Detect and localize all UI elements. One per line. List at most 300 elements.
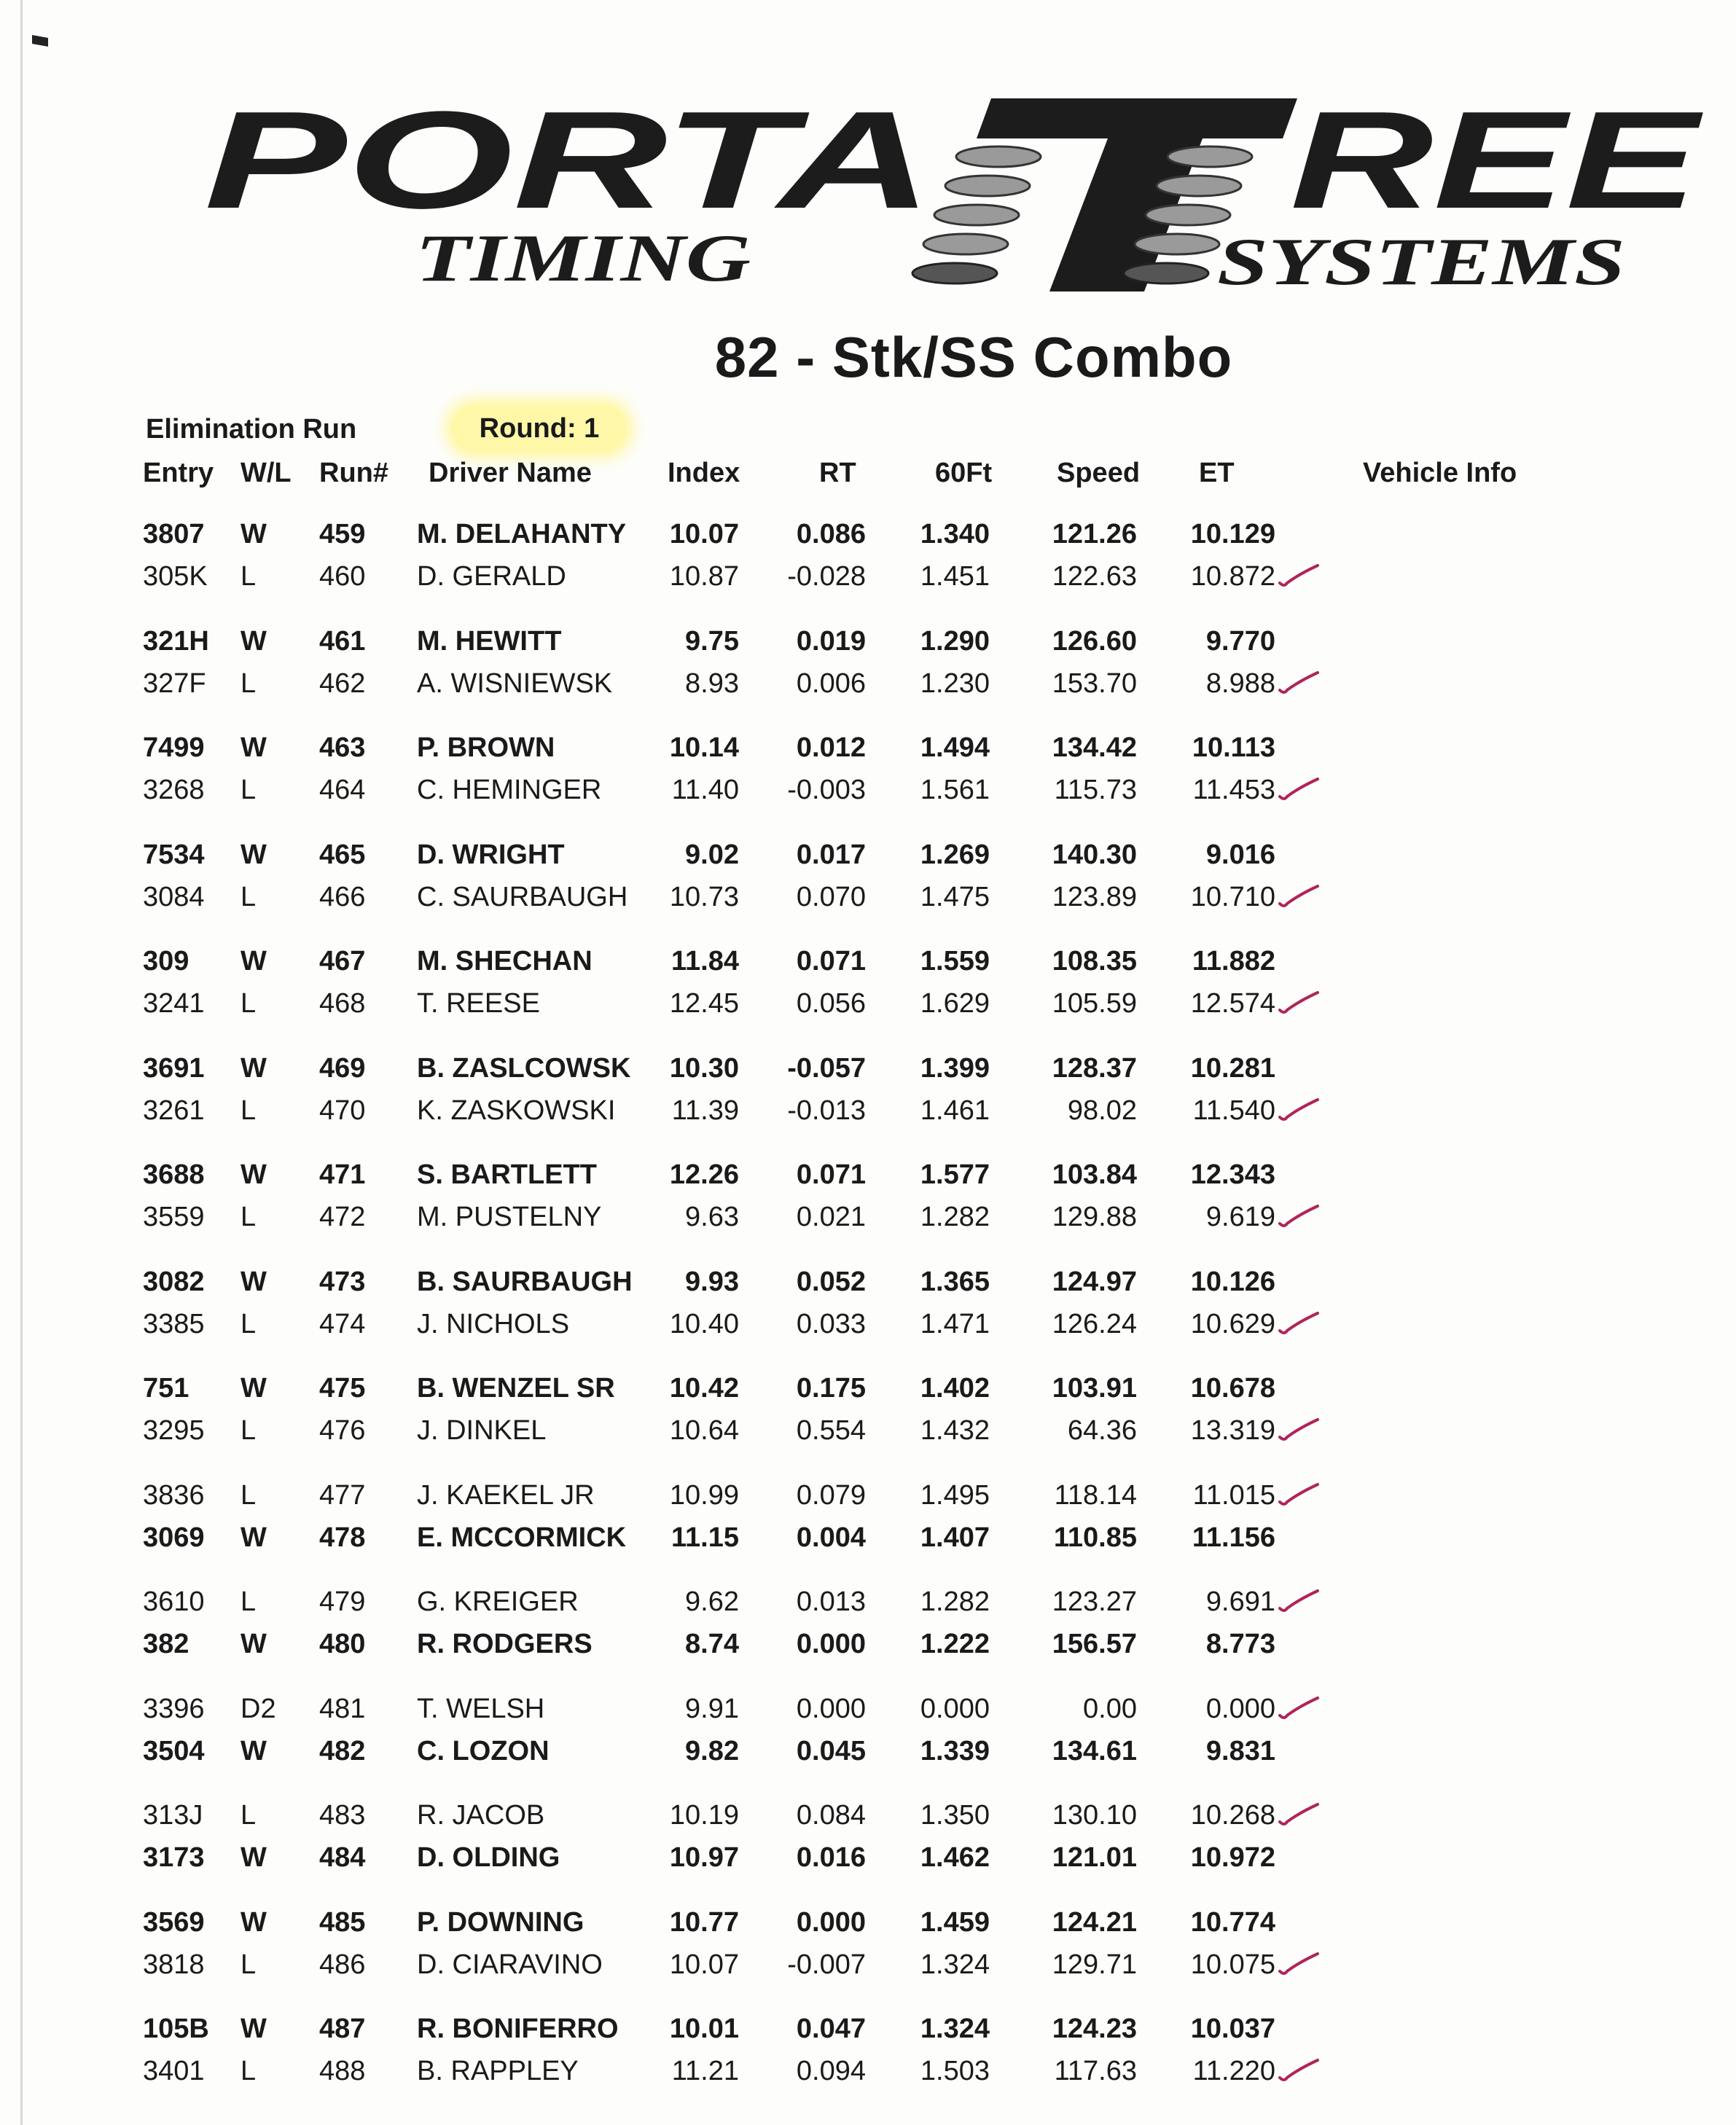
wl-cell: W (241, 1373, 267, 1404)
sixty-ft-cell: 1.230 (920, 668, 990, 699)
wl-cell: D2 (241, 1693, 276, 1724)
rt-cell: 0.000 (796, 1693, 866, 1724)
driver-name-cell: R. RODGERS (417, 1629, 593, 1659)
run-type-label: Elimination Run (146, 414, 357, 445)
rt-cell: 0.016 (796, 1842, 866, 1873)
run-cell: 480 (319, 1629, 366, 1659)
driver-name-cell: B. WENZEL SR (417, 1373, 615, 1404)
rt-cell: 0.017 (796, 839, 866, 870)
run-cell: 471 (319, 1159, 366, 1190)
rt-cell: 0.071 (796, 1159, 866, 1190)
rt-cell: -0.013 (787, 1095, 866, 1126)
header-index: Index (668, 458, 740, 488)
driver-name-cell: J. KAEKEL JR (417, 1479, 595, 1511)
rt-cell: 0.021 (796, 1202, 866, 1232)
index-cell: 10.64 (669, 1415, 739, 1446)
index-cell: 11.40 (671, 775, 739, 805)
table-row (0, 668, 1736, 711)
logo-text-porta: PORTA (204, 87, 933, 238)
driver-name-cell: C. LOZON (417, 1735, 550, 1766)
speed-cell: 105.59 (1052, 988, 1137, 1019)
run-cell: 475 (319, 1373, 366, 1404)
index-cell: 11.21 (671, 2056, 739, 2086)
sixty-ft-cell: 1.407 (920, 1522, 990, 1553)
wl-cell: W (241, 1266, 267, 1297)
table-row (0, 988, 1736, 1030)
index-cell: 10.40 (669, 1308, 739, 1339)
speed-cell: 134.61 (1052, 1735, 1137, 1766)
entry-cell: 3610 (143, 1586, 205, 1617)
table-row (0, 1267, 1736, 1309)
wl-cell: W (241, 1159, 267, 1190)
table-row (0, 1694, 1736, 1736)
sixty-ft-cell: 1.503 (920, 2056, 990, 2086)
sixty-ft-cell: 1.350 (920, 1800, 990, 1831)
run-cell: 487 (319, 2014, 366, 2044)
et-cell: 9.691 (1205, 1586, 1275, 1617)
index-cell: 10.42 (669, 1373, 739, 1404)
wl-cell: L (241, 1095, 257, 1126)
run-cell: 460 (319, 561, 366, 592)
index-cell: 9.75 (685, 625, 739, 657)
wl-cell: L (241, 988, 257, 1019)
index-cell: 10.19 (669, 1800, 739, 1831)
rt-cell: 0.052 (796, 1266, 866, 1297)
rt-cell: -0.003 (787, 775, 866, 805)
speed-cell: 117.63 (1054, 2056, 1137, 2086)
table-row (0, 1202, 1736, 1244)
table-row (0, 626, 1736, 668)
et-cell: 9.770 (1205, 625, 1275, 657)
run-cell: 482 (319, 1735, 366, 1766)
driver-name-cell: R. BONIFERRO (417, 2014, 619, 2044)
rt-cell: 0.094 (796, 2056, 866, 2086)
entry-cell: 7499 (143, 732, 205, 763)
header-rt: RT (819, 458, 856, 488)
check-mark-icon (1277, 1949, 1321, 1979)
wl-cell: L (241, 1479, 257, 1511)
race-pair (0, 2014, 1736, 2099)
wl-cell: W (241, 732, 267, 763)
et-cell: 11.156 (1192, 1522, 1275, 1553)
index-cell: 12.45 (669, 988, 739, 1019)
rt-cell: 0.084 (796, 1800, 866, 1831)
index-cell: 11.15 (671, 1522, 739, 1553)
wl-cell: W (241, 1052, 267, 1084)
race-pair (0, 1586, 1736, 1672)
driver-name-cell: B. SAURBAUGH (417, 1266, 633, 1297)
table-row (0, 1800, 1736, 1842)
rt-cell: 0.554 (796, 1415, 866, 1446)
driver-name-cell: D. OLDING (417, 1842, 560, 1873)
et-cell: 9.016 (1205, 839, 1275, 870)
run-cell: 483 (319, 1800, 366, 1831)
driver-name-cell: C. HEMINGER (417, 775, 602, 805)
speed-cell: 126.60 (1052, 625, 1137, 657)
speed-cell: 118.14 (1054, 1479, 1137, 1511)
entry-cell: 3688 (143, 1159, 205, 1190)
et-cell: 10.678 (1190, 1373, 1275, 1404)
table-row (0, 1842, 1736, 1885)
index-cell: 10.97 (669, 1842, 739, 1873)
et-cell: 9.831 (1205, 1735, 1275, 1766)
sixty-ft-cell: 1.340 (920, 519, 990, 549)
wl-cell: W (241, 1522, 267, 1553)
index-cell: 10.07 (669, 519, 739, 549)
speed-cell: 108.35 (1052, 946, 1137, 977)
entry-cell: 3241 (143, 988, 205, 1019)
speed-cell: 121.01 (1052, 1842, 1137, 1873)
speed-cell: 103.84 (1052, 1159, 1137, 1190)
run-cell: 488 (319, 2056, 366, 2086)
wl-cell: L (241, 668, 257, 699)
et-cell: 10.037 (1190, 2014, 1275, 2044)
race-pair (0, 626, 1736, 712)
table-row (0, 1095, 1736, 1138)
index-cell: 9.91 (685, 1693, 739, 1724)
speed-cell: 98.02 (1067, 1095, 1137, 1126)
sixty-ft-cell: 1.475 (920, 881, 990, 912)
sixty-ft-cell: 1.290 (920, 625, 990, 657)
sixty-ft-cell: 1.269 (920, 839, 990, 870)
run-cell: 472 (319, 1202, 366, 1232)
driver-name-cell: M. SHECHAN (417, 946, 593, 977)
sixty-ft-cell: 1.339 (920, 1735, 990, 1766)
et-cell: 8.773 (1205, 1629, 1275, 1659)
sixty-ft-cell: 1.461 (920, 1095, 990, 1126)
run-cell: 479 (319, 1586, 366, 1617)
index-cell: 10.14 (669, 732, 739, 763)
entry-cell: 309 (143, 946, 189, 977)
run-cell: 467 (319, 946, 366, 977)
entry-cell: 3173 (143, 1842, 205, 1873)
driver-name-cell: M. DELAHANTY (417, 519, 627, 549)
index-cell: 9.82 (685, 1735, 739, 1766)
entry-cell: 3836 (143, 1479, 205, 1511)
table-row (0, 1629, 1736, 1671)
et-cell: 11.453 (1192, 775, 1275, 805)
column-headers (0, 458, 1736, 494)
wl-cell: W (241, 1735, 267, 1766)
table-row (0, 1309, 1736, 1351)
table-row (0, 840, 1736, 882)
rt-cell: -0.057 (787, 1052, 866, 1084)
sixty-ft-cell: 1.222 (920, 1629, 990, 1659)
sixty-ft-cell: 1.282 (920, 1586, 990, 1617)
sixty-ft-cell: 1.577 (920, 1159, 990, 1190)
race-pair (0, 519, 1736, 605)
sixty-ft-cell: 1.495 (920, 1479, 990, 1511)
check-mark-icon (1277, 1694, 1321, 1723)
rt-cell: 0.175 (796, 1373, 866, 1404)
wl-cell: L (241, 1415, 257, 1446)
wl-cell: L (241, 2056, 257, 2086)
run-cell: 465 (319, 839, 366, 870)
wl-cell: L (241, 1308, 257, 1339)
rt-cell: 0.004 (796, 1522, 866, 1553)
entry-cell: 327F (143, 668, 206, 699)
header-driver: Driver Name (429, 458, 592, 488)
driver-name-cell: T. REESE (417, 988, 540, 1019)
sixty-ft-cell: 1.324 (920, 2014, 990, 2044)
rt-cell: 0.006 (796, 668, 866, 699)
header-vehicle-info: Vehicle Info (1363, 458, 1517, 488)
et-cell: 10.126 (1190, 1266, 1275, 1297)
driver-name-cell: B. RAPPLEY (417, 2056, 579, 2086)
et-cell: 12.574 (1190, 988, 1275, 1019)
index-cell: 11.39 (671, 1095, 739, 1126)
race-pair (0, 732, 1736, 818)
check-mark-icon (1277, 775, 1321, 804)
rt-cell: 0.000 (796, 1629, 866, 1659)
speed-cell: 64.36 (1067, 1415, 1137, 1446)
speed-cell: 129.88 (1052, 1202, 1137, 1232)
header-wl: W/L (241, 458, 292, 488)
rt-cell: 0.033 (796, 1308, 866, 1339)
et-cell: 11.220 (1192, 2056, 1275, 2086)
run-cell: 486 (319, 1949, 366, 1980)
round-label: Round: 1 (452, 405, 627, 452)
wl-cell: L (241, 1800, 257, 1831)
header-speed: Speed (1057, 458, 1141, 488)
rt-cell: 0.045 (796, 1735, 866, 1766)
speed-cell: 140.30 (1052, 839, 1137, 870)
wl-cell: L (241, 1586, 257, 1617)
index-cell: 9.63 (685, 1202, 739, 1232)
driver-name-cell: G. KREIGER (417, 1586, 579, 1617)
header-60ft: 60Ft (935, 458, 993, 488)
sixty-ft-cell: 1.494 (920, 732, 990, 763)
run-cell: 463 (319, 732, 366, 763)
et-cell: 10.268 (1190, 1800, 1275, 1831)
logo-word-porta (204, 87, 933, 238)
check-mark-icon (1277, 1415, 1321, 1444)
rt-cell: 0.056 (796, 988, 866, 1019)
sixty-ft-cell: 0.000 (920, 1693, 990, 1724)
wl-cell: W (241, 1906, 267, 1938)
wl-cell: L (241, 775, 257, 805)
driver-name-cell: M. PUSTELNY (417, 1202, 602, 1232)
check-mark-icon (1277, 1800, 1321, 1829)
page-title: 82 - Stk/SS Combo (714, 325, 1233, 389)
et-cell: 10.281 (1190, 1052, 1275, 1084)
sixty-ft-cell: 1.462 (920, 1842, 990, 1873)
check-mark-icon (1277, 2056, 1321, 2085)
et-cell: 11.540 (1192, 1095, 1275, 1126)
speed-cell: 156.57 (1052, 1629, 1137, 1659)
sixty-ft-cell: 1.561 (920, 775, 990, 805)
run-cell: 464 (319, 775, 366, 805)
driver-name-cell: D. GERALD (417, 561, 566, 592)
entry-cell: 3569 (143, 1906, 205, 1938)
entry-cell: 3084 (143, 881, 205, 912)
driver-name-cell: B. ZASLCOWSK (417, 1052, 631, 1084)
entry-cell: 305K (143, 561, 208, 592)
race-pair (0, 1907, 1736, 1993)
speed-cell: 124.21 (1052, 1906, 1137, 1938)
run-cell: 462 (319, 668, 366, 699)
wl-cell: W (241, 946, 267, 977)
rt-cell: 0.079 (796, 1479, 866, 1511)
et-cell: 10.710 (1190, 881, 1275, 912)
speed-cell: 124.23 (1052, 2014, 1137, 2044)
speed-cell: 124.97 (1052, 1266, 1137, 1297)
rt-cell: 0.019 (796, 625, 866, 657)
wl-cell: L (241, 1949, 257, 1980)
table-row (0, 1949, 1736, 1992)
race-pair (0, 1480, 1736, 1566)
run-cell: 478 (319, 1522, 366, 1553)
index-cell: 8.74 (685, 1629, 739, 1659)
run-cell: 468 (319, 988, 366, 1019)
wl-cell: W (241, 625, 267, 657)
wl-cell: W (241, 519, 267, 549)
entry-cell: 751 (143, 1373, 189, 1404)
check-mark-icon (1277, 668, 1321, 697)
entry-cell: 313J (143, 1800, 203, 1831)
et-cell: 10.113 (1192, 732, 1275, 763)
driver-name-cell: C. SAURBAUGH (417, 881, 628, 912)
check-mark-icon (1277, 988, 1321, 1017)
run-cell: 469 (319, 1052, 366, 1084)
sixty-ft-cell: 1.559 (920, 946, 990, 977)
check-mark-icon (1277, 561, 1321, 590)
speed-cell: 122.63 (1052, 561, 1137, 592)
run-cell: 477 (319, 1479, 366, 1511)
et-cell: 11.015 (1192, 1479, 1275, 1511)
speed-cell: 134.42 (1052, 732, 1137, 763)
speed-cell: 0.00 (1083, 1693, 1137, 1724)
speed-cell: 103.91 (1052, 1373, 1137, 1404)
driver-name-cell: S. BARTLETT (417, 1159, 597, 1190)
run-cell: 473 (319, 1266, 366, 1297)
wl-cell: L (241, 1202, 257, 1232)
speed-cell: 110.85 (1053, 1522, 1137, 1553)
sixty-ft-cell: 1.324 (920, 1949, 990, 1980)
index-cell: 8.93 (685, 668, 739, 699)
entry-cell: 3401 (143, 2056, 205, 2086)
check-mark-icon (1277, 1586, 1321, 1616)
run-cell: 461 (319, 625, 366, 657)
entry-cell: 3385 (143, 1308, 205, 1339)
table-row (0, 2014, 1736, 2056)
check-mark-icon (1277, 1480, 1321, 1509)
entry-cell: 7534 (143, 839, 205, 870)
table-row (0, 1053, 1736, 1095)
speed-cell: 126.24 (1052, 1308, 1137, 1339)
et-cell: 10.629 (1190, 1308, 1275, 1339)
index-cell: 9.93 (685, 1266, 739, 1297)
entry-cell: 3295 (143, 1415, 205, 1446)
table-row (0, 775, 1736, 817)
check-mark-icon (1277, 1309, 1321, 1338)
et-cell: 11.882 (1192, 946, 1275, 977)
table-row (0, 1907, 1736, 1949)
index-cell: 10.77 (669, 1906, 739, 1938)
speed-cell: 123.89 (1052, 881, 1137, 912)
header-entry: Entry (143, 458, 214, 488)
table-row (0, 1522, 1736, 1565)
table-row (0, 2056, 1736, 2098)
table-row (0, 1373, 1736, 1415)
table-row (0, 732, 1736, 775)
entry-cell: 3082 (143, 1266, 205, 1297)
et-cell: 12.343 (1190, 1159, 1275, 1190)
entry-cell: 3559 (143, 1202, 205, 1232)
logo-tagline-systems: SYSTEMS (1217, 224, 1625, 299)
entry-cell: 3396 (143, 1693, 205, 1724)
header-run: Run# (319, 458, 388, 488)
race-pair (0, 1373, 1736, 1459)
driver-name-cell: J. NICHOLS (417, 1308, 570, 1339)
race-pair (0, 1053, 1736, 1139)
et-cell: 10.129 (1190, 519, 1275, 549)
sixty-ft-cell: 1.282 (920, 1202, 990, 1232)
table-row (0, 1415, 1736, 1457)
entry-cell: 3691 (143, 1052, 205, 1084)
table-row (0, 946, 1736, 988)
run-cell: 484 (319, 1842, 366, 1873)
race-pair (0, 840, 1736, 925)
wl-cell: W (241, 1629, 267, 1659)
speed-cell: 130.10 (1052, 1800, 1137, 1831)
entry-cell: 321H (143, 625, 209, 657)
entry-cell: 382 (143, 1629, 189, 1659)
et-cell: 10.774 (1190, 1906, 1275, 1938)
et-cell: 10.972 (1190, 1842, 1275, 1873)
wl-cell: W (241, 1842, 267, 1873)
run-cell: 481 (319, 1693, 366, 1724)
wl-cell: L (241, 881, 257, 912)
entry-cell: 3268 (143, 775, 205, 805)
driver-name-cell: A. WISNIEWSK (417, 668, 613, 699)
run-cell: 485 (319, 1906, 366, 1938)
run-cell: 474 (319, 1308, 366, 1339)
porta-tree-logo (182, 87, 1727, 306)
table-row (0, 1736, 1736, 1778)
entry-cell: 3807 (143, 519, 205, 549)
index-cell: 10.99 (669, 1479, 739, 1511)
driver-name-cell: D. CIARAVINO (417, 1949, 603, 1980)
driver-name-cell: P. DOWNING (417, 1906, 584, 1938)
race-pair (0, 946, 1736, 1032)
check-mark-icon (1277, 882, 1321, 911)
race-pair (0, 1800, 1736, 1886)
table-row (0, 561, 1736, 603)
rt-cell: -0.028 (787, 561, 866, 592)
driver-name-cell: D. WRIGHT (417, 839, 565, 870)
rt-cell: 0.086 (796, 519, 866, 549)
speed-cell: 123.27 (1052, 1586, 1137, 1617)
speed-cell: 128.37 (1052, 1052, 1137, 1084)
table-row (0, 882, 1736, 924)
header-et: ET (1199, 458, 1235, 488)
run-cell: 470 (319, 1095, 366, 1126)
rt-cell: 0.013 (796, 1586, 866, 1617)
driver-name-cell: P. BROWN (417, 732, 555, 763)
rt-cell: 0.047 (796, 2014, 866, 2044)
driver-name-cell: J. DINKEL (417, 1415, 547, 1446)
driver-name-cell: K. ZASKOWSKI (417, 1095, 616, 1126)
sixty-ft-cell: 1.432 (920, 1415, 990, 1446)
sixty-ft-cell: 1.399 (920, 1052, 990, 1084)
index-cell: 9.02 (685, 839, 739, 870)
check-mark-icon (1277, 1095, 1321, 1124)
rt-cell: 0.000 (796, 1906, 866, 1938)
sixty-ft-cell: 1.451 (920, 561, 990, 592)
logo-tagline-timing: TIMING (415, 221, 751, 295)
table-row (0, 519, 1736, 561)
